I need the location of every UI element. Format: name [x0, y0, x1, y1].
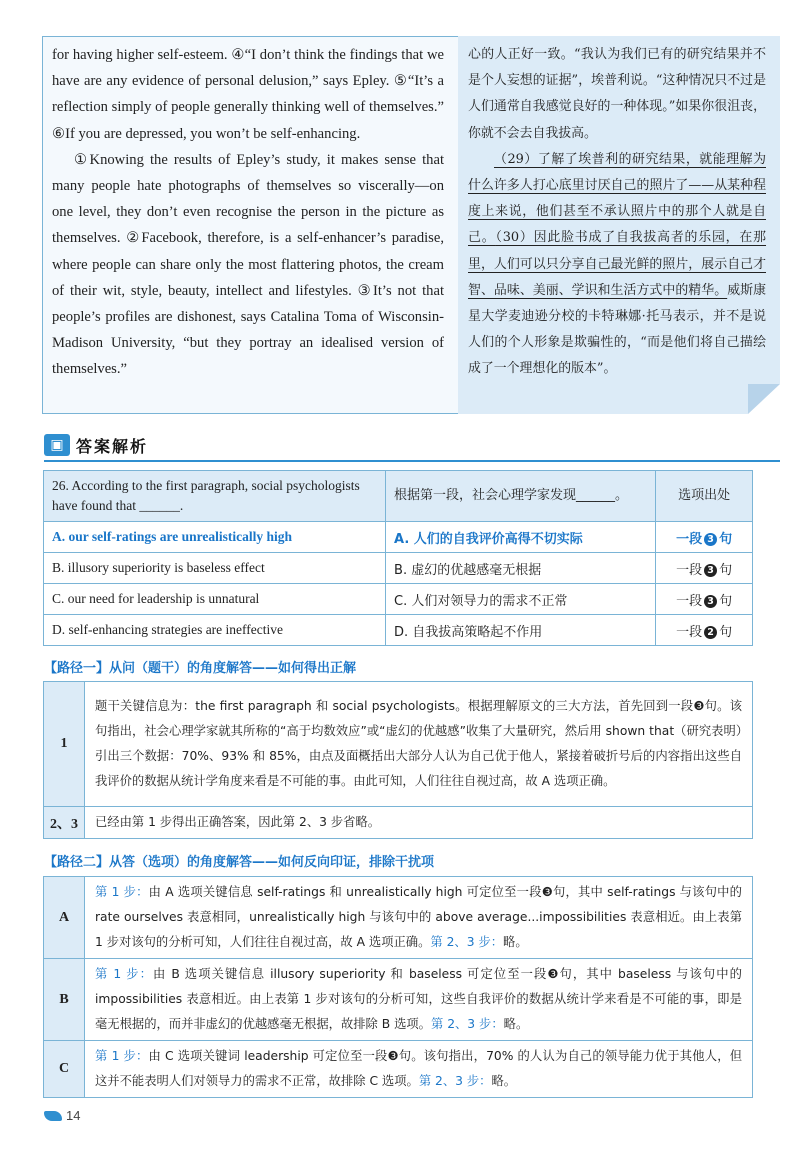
graduation-cap-icon: [44, 1111, 62, 1121]
option-source: 一段 2 句: [656, 615, 753, 646]
cn-paragraph-1: 心的人正好一致。“我认为我们已有的研究结果并不是个人妄想的证据”，埃普利说。“这种情况只不过是人们通常自我感觉良好的一种体现。”如果你很沮丧，你就不会去自我拔高。: [468, 47, 766, 141]
option-row-c: [44, 584, 753, 615]
step-text: 已经由第 1 步得出正确答案，因此第 2、3 步省略。: [85, 807, 753, 839]
translation-30: （30）因此脸书成了自我拔高者的乐园，在那里，人们可以只分享自己最光鲜的照片，展示自己才智、品味、美丽、学识和生活方式中的精华。: [468, 230, 767, 298]
sentence-number: 2: [704, 626, 717, 639]
english-passage: [52, 42, 444, 383]
source-header: 选项出处: [656, 471, 753, 522]
option-cn: D. 自我拔高策略起不作用: [386, 615, 656, 646]
path1-title: 【路径一】从问（题干）的角度解答——如何得出正解: [44, 661, 357, 676]
cn-paragraph-2: [468, 147, 766, 383]
path2-row-a: [44, 877, 753, 959]
option-en: C. our need for leadership is unnatural: [44, 584, 386, 615]
chinese-translation: [458, 36, 780, 414]
step-text: 题干关键信息为：the first paragraph 和 social psychologists。根据理解原文的三大方法，首先回到一段❸句。该句指出，社会心理学家就其所称的“高于均数效应”或“虚幻的优越感”收集了大量研究，然后用 shown that（研究表明）引出三个数据：70%、93% 和 85%，由点及面概括出大部分人认为自己优于他人，紧接着破折号后的内容指出这些自我评价的数据从统计学角度来看是不可能的事。由此可知，人们往往自视过高，故 A 选项正确。: [85, 682, 753, 807]
translation-rest: 威斯康星大学麦迪逊分校的卡特琳娜·托马表示，并不是说人们的个人形象是欺骗性的，“而是他们将自己描绘成了一个理想化的版本”。: [468, 282, 767, 377]
translation-29: （29）了解了埃普利的研究结果，就能理解为什么许多人打心底里讨厌自己的照片了——从某种程度上来说，他们甚至不承认照片中的那个人就是自己。: [468, 151, 766, 246]
section-title: 答案解析: [76, 436, 149, 456]
step-label: B: [44, 959, 85, 1041]
option-source: 一段 3 句: [656, 553, 753, 584]
step-text: 第 1 步：由 C 选项关键词 leadership 可定位至一段❸句。该句指出，70% 的人认为自己的领导能力优于其他人，但这并不能表明人们对领导力的需求不正常，故排除 C 选项。第 2、3 步：略。: [85, 1041, 753, 1098]
en-paragraph-2: ①Knowing the results of Epley’s study, it makes sense that many people hate photographs of themselves so viscerally—on one level, they don’t even recognise the person in the picture as themselves. ②Facebook, therefore, is a self-enhancer’s paradise, where people can share only the most flattering photos, the cream of their wit, style, beauty, intellect and lifestyles. ③It’s not that people’s profiles are dishonest, says Catalina Toma of Wisconsin-Madison University, “but they portray an idealised version of themselves.”: [52, 151, 444, 378]
en-paragraph-1: for having higher self-esteem. ④“I don’t think the findings that we have are any evidence of personal delusion,” says Epley. ⑤“It’s a reflection simply of people generally thinking well of themselves.” ⑥If you are depressed, you won’t be self-enhancing.: [52, 47, 444, 142]
option-en: D. self-enhancing strategies are ineffective: [44, 615, 386, 646]
path1-row: [44, 807, 753, 839]
section-heading: [44, 432, 148, 458]
question-cn: 根据第一段，社会心理学家发现______。: [386, 471, 656, 522]
question-en: 26. According to the first paragraph, social psychologists have found that ______.: [44, 471, 386, 522]
page-footer: [44, 1108, 80, 1123]
step-text: 第 1 步：由 B 选项关键信息 illusory superiority 和 baseless 可定位至一段❸句，其中 baseless 与该句中的 impossibilities 表意相近。由上表第 1 步对该句的分析可知，这些自我评价的数据从统计学来看是不可能的事，即是毫无根据的，而并非虚幻的优越感毫无根据，故排除 B 选项。第 2、3 步：略。: [85, 959, 753, 1041]
step-label: C: [44, 1041, 85, 1098]
page-fold-corner: [748, 384, 780, 414]
path2-row-b: [44, 959, 753, 1041]
sentence-number: 3: [704, 533, 717, 546]
book-icon: ▣: [44, 434, 70, 456]
step-label: 1: [44, 682, 85, 807]
path2-row-c: [44, 1041, 753, 1098]
path2-table: [43, 876, 753, 1098]
question-table: [43, 470, 753, 646]
option-en: B. illusory superiority is baseless effect: [44, 553, 386, 584]
step-label: 2、3: [44, 807, 85, 839]
option-row-d: [44, 615, 753, 646]
heading-divider: [44, 460, 780, 462]
option-en: A. our self-ratings are unrealistically high: [44, 522, 386, 553]
option-row-b: [44, 553, 753, 584]
option-row-a: [44, 522, 753, 553]
step-label: A: [44, 877, 85, 959]
option-cn: B. 虚幻的优越感毫无根据: [386, 553, 656, 584]
option-cn: C. 人们对领导力的需求不正常: [386, 584, 656, 615]
option-source: 一段 3 句: [656, 522, 753, 553]
step-text: 第 1 步：由 A 选项关键信息 self-ratings 和 unrealistically high 可定位至一段❸句，其中 self-ratings 与该句中的 rate ourselves 表意相同，unrealistically high 与该句中的 above average...impossibilities 表意相近。由上表第 1 步对该句的分析可知，人们往往自视过高，故 A 选项正确。第 2、3 步：略。: [85, 877, 753, 959]
sentence-number: 3: [704, 595, 717, 608]
path1-row: [44, 682, 753, 807]
page-number: 14: [66, 1108, 81, 1123]
question-header-row: [44, 471, 753, 522]
path1-table: [43, 681, 753, 839]
path2-title: 【路径二】从答（选项）的角度解答——如何反向印证，排除干扰项: [44, 855, 435, 870]
sentence-number: 3: [704, 564, 717, 577]
option-source: 一段 3 句: [656, 584, 753, 615]
option-cn: A. 人们的自我评价高得不切实际: [386, 522, 656, 553]
